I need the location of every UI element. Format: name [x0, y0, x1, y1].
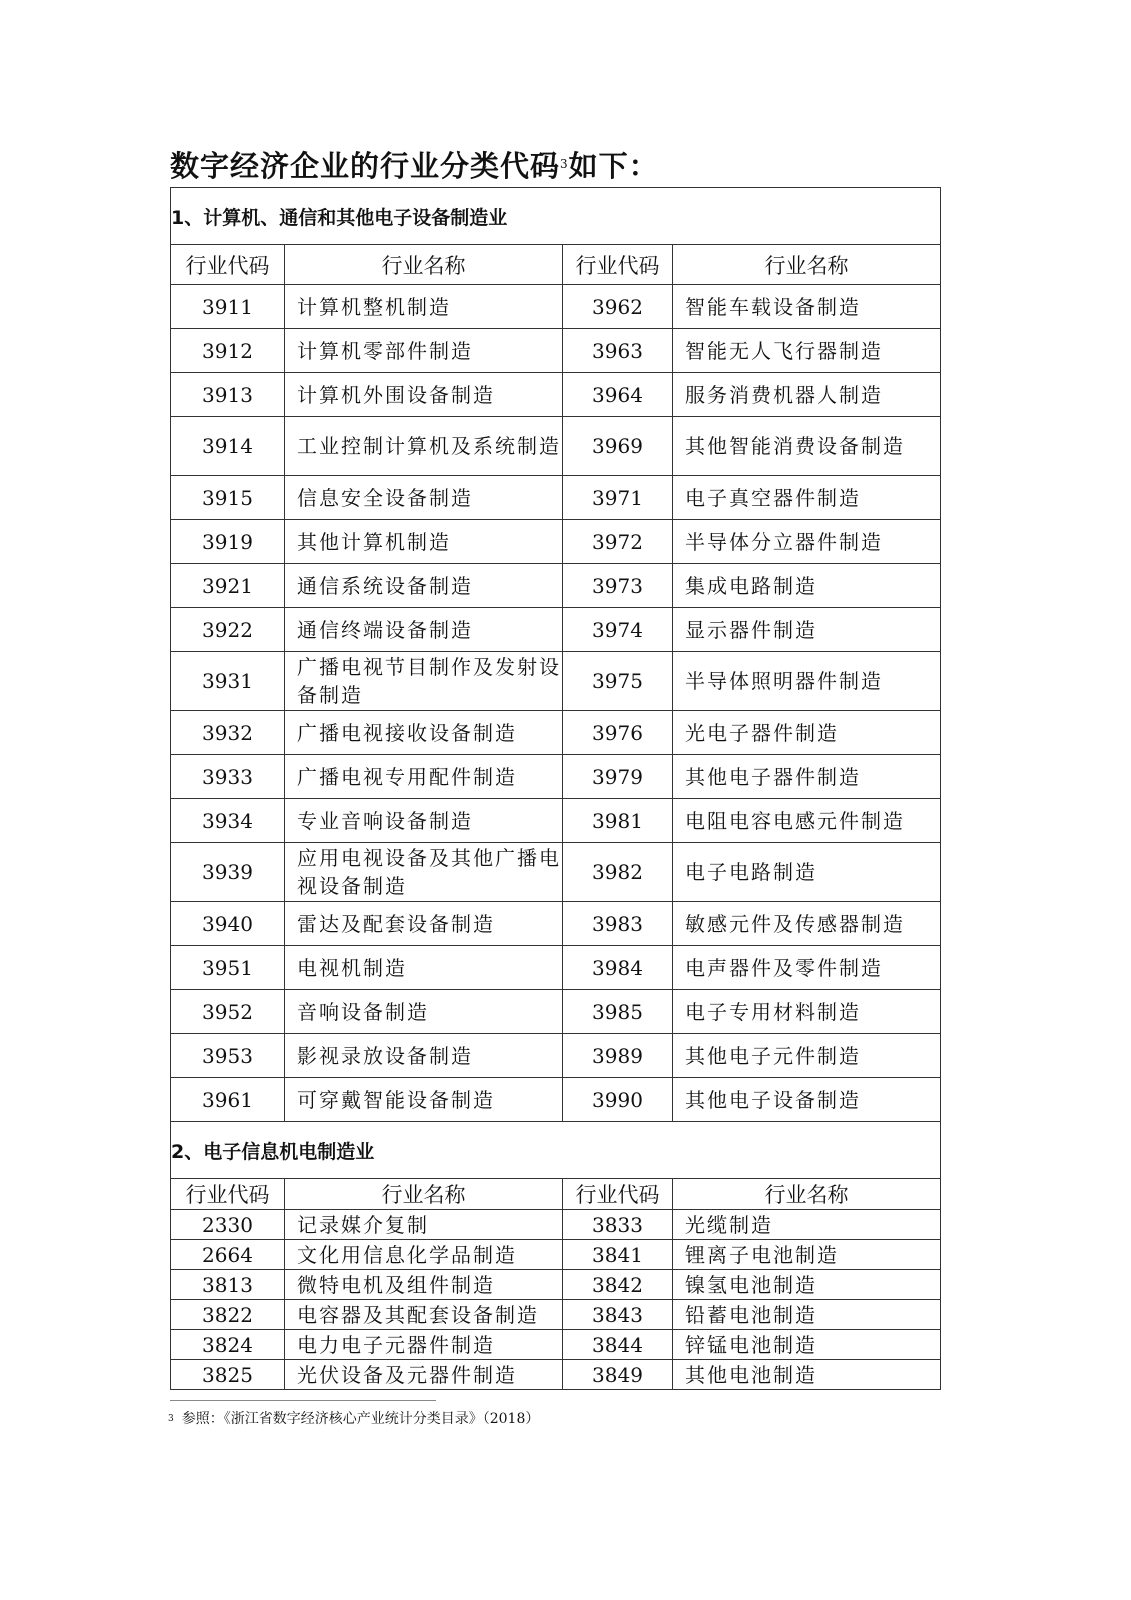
industry-code: 3974: [563, 608, 673, 652]
section-title: 1、计算机、通信和其他电子设备制造业: [171, 188, 941, 245]
industry-name: 广播电视专用配件制造: [285, 755, 563, 799]
header-code: 行业代码: [171, 1179, 285, 1210]
industry-code: 3981: [563, 799, 673, 843]
footnote-ref[interactable]: 3: [560, 157, 569, 171]
industry-name: 电声器件及零件制造: [673, 946, 941, 990]
industry-name: 专业音响设备制造: [285, 799, 563, 843]
industry-code: 3911: [171, 285, 285, 329]
industry-name: 可穿戴智能设备制造: [285, 1078, 563, 1122]
header-name: 行业名称: [673, 245, 941, 285]
industry-name: 电子专用材料制造: [673, 990, 941, 1034]
industry-code: 3953: [171, 1034, 285, 1078]
industry-code: 3971: [563, 476, 673, 520]
footnote-mark: 3: [168, 1414, 174, 1424]
section-title: 2、电子信息机电制造业: [171, 1122, 941, 1179]
industry-name: 应用电视设备及其他广播电视设备制造: [285, 843, 563, 902]
industry-name: 影视录放设备制造: [285, 1034, 563, 1078]
industry-name: 镍氢电池制造: [673, 1270, 941, 1300]
industry-name: 铅蓄电池制造: [673, 1300, 941, 1330]
table-row: [171, 711, 941, 755]
industry-code: 3963: [563, 329, 673, 373]
industry-name: 广播电视接收设备制造: [285, 711, 563, 755]
industry-name: 智能无人飞行器制造: [673, 329, 941, 373]
header-code: 行业代码: [563, 245, 673, 285]
table-row: [171, 1360, 941, 1390]
industry-code: 2330: [171, 1210, 285, 1240]
industry-name: 显示器件制造: [673, 608, 941, 652]
industry-name: 光缆制造: [673, 1210, 941, 1240]
table-row: [171, 902, 941, 946]
industry-code: 3913: [171, 373, 285, 417]
footnote-divider: [170, 1400, 436, 1401]
title-suffix: 如下：: [568, 149, 659, 183]
industry-code: 3914: [171, 417, 285, 476]
industry-code: 3964: [563, 373, 673, 417]
industry-name: 电视机制造: [285, 946, 563, 990]
table-body: [171, 188, 941, 1390]
column-header-row: [171, 1179, 941, 1210]
section-header-row: [171, 188, 941, 245]
industry-name: 雷达及配套设备制造: [285, 902, 563, 946]
industry-name: 通信终端设备制造: [285, 608, 563, 652]
industry-name: 半导体分立器件制造: [673, 520, 941, 564]
table-row: [171, 285, 941, 329]
industry-name: 敏感元件及传感器制造: [673, 902, 941, 946]
industry-code: 3813: [171, 1270, 285, 1300]
section-header-row: [171, 1122, 941, 1179]
industry-name: 微特电机及组件制造: [285, 1270, 563, 1300]
industry-code: 3934: [171, 799, 285, 843]
industry-name: 电容器及其配套设备制造: [285, 1300, 563, 1330]
industry-code: 3989: [563, 1034, 673, 1078]
industry-name: 计算机外围设备制造: [285, 373, 563, 417]
industry-code: 3931: [171, 652, 285, 711]
industry-code: 2664: [171, 1240, 285, 1270]
table-row: [171, 946, 941, 990]
table-row: [171, 1330, 941, 1360]
footnote-text: 参照：《浙江省数字经济核心产业统计分类目录》（2018）: [181, 1411, 540, 1427]
industry-code: 3844: [563, 1330, 673, 1360]
industry-code: 3922: [171, 608, 285, 652]
table-row: [171, 1034, 941, 1078]
page-title: [170, 146, 659, 186]
industry-code: 3919: [171, 520, 285, 564]
industry-code: 3976: [563, 711, 673, 755]
table-row: [171, 476, 941, 520]
industry-name: 其他电子设备制造: [673, 1078, 941, 1122]
industry-code: 3962: [563, 285, 673, 329]
industry-code: 3952: [171, 990, 285, 1034]
header-name: 行业名称: [285, 1179, 563, 1210]
table-row: [171, 520, 941, 564]
industry-name: 锌锰电池制造: [673, 1330, 941, 1360]
industry-code: 3822: [171, 1300, 285, 1330]
industry-code: 3824: [171, 1330, 285, 1360]
industry-code: 3939: [171, 843, 285, 902]
industry-code: 3921: [171, 564, 285, 608]
industry-code: 3912: [171, 329, 285, 373]
industry-code: 3972: [563, 520, 673, 564]
industry-name: 电力电子元器件制造: [285, 1330, 563, 1360]
industry-code-table: [170, 187, 941, 1390]
industry-name: 其他电子元件制造: [673, 1034, 941, 1078]
table-row: [171, 652, 941, 711]
table-row: [171, 608, 941, 652]
industry-name: 计算机整机制造: [285, 285, 563, 329]
industry-name: 其他智能消费设备制造: [673, 417, 941, 476]
industry-code: 3975: [563, 652, 673, 711]
industry-code: 3979: [563, 755, 673, 799]
table-row: [171, 755, 941, 799]
table-row: [171, 373, 941, 417]
header-name: 行业名称: [285, 245, 563, 285]
table-row: [171, 564, 941, 608]
column-header-row: [171, 245, 941, 285]
industry-code: 3841: [563, 1240, 673, 1270]
industry-code: 3983: [563, 902, 673, 946]
industry-name: 工业控制计算机及系统制造: [285, 417, 563, 476]
table-row: [171, 799, 941, 843]
industry-name: 电子电路制造: [673, 843, 941, 902]
header-code: 行业代码: [563, 1179, 673, 1210]
industry-code: 3961: [171, 1078, 285, 1122]
industry-code: 3951: [171, 946, 285, 990]
table-row: [171, 1210, 941, 1240]
table-row: [171, 1300, 941, 1330]
table-row: [171, 1240, 941, 1270]
industry-name: 电子真空器件制造: [673, 476, 941, 520]
industry-code: 3982: [563, 843, 673, 902]
industry-code: 3985: [563, 990, 673, 1034]
industry-code: 3825: [171, 1360, 285, 1390]
industry-name: 其他计算机制造: [285, 520, 563, 564]
industry-name: 音响设备制造: [285, 990, 563, 1034]
industry-name: 半导体照明器件制造: [673, 652, 941, 711]
industry-name: 其他电池制造: [673, 1360, 941, 1390]
industry-name: 广播电视节目制作及发射设备制造: [285, 652, 563, 711]
industry-name: 服务消费机器人制造: [673, 373, 941, 417]
industry-code: 3940: [171, 902, 285, 946]
table-row: [171, 1270, 941, 1300]
industry-code: 3933: [171, 755, 285, 799]
industry-code: 3842: [563, 1270, 673, 1300]
header-code: 行业代码: [171, 245, 285, 285]
industry-code: 3984: [563, 946, 673, 990]
industry-name: 集成电路制造: [673, 564, 941, 608]
title-text: 数字经济企业的行业分类代码: [170, 149, 561, 183]
industry-name: 锂离子电池制造: [673, 1240, 941, 1270]
industry-code: 3932: [171, 711, 285, 755]
industry-name: 记录媒介复制: [285, 1210, 563, 1240]
industry-name: 计算机零部件制造: [285, 329, 563, 373]
footnote: [168, 1409, 539, 1429]
industry-name: 智能车载设备制造: [673, 285, 941, 329]
industry-name: 其他电子器件制造: [673, 755, 941, 799]
industry-code: 3849: [563, 1360, 673, 1390]
industry-code: 3969: [563, 417, 673, 476]
header-name: 行业名称: [673, 1179, 941, 1210]
industry-name: 光伏设备及元器件制造: [285, 1360, 563, 1390]
industry-code: 3915: [171, 476, 285, 520]
table-row: [171, 417, 941, 476]
table-row: [171, 990, 941, 1034]
industry-name: 文化用信息化学品制造: [285, 1240, 563, 1270]
table-row: [171, 329, 941, 373]
industry-code: 3843: [563, 1300, 673, 1330]
table-row: [171, 1078, 941, 1122]
industry-name: 光电子器件制造: [673, 711, 941, 755]
industry-code: 3973: [563, 564, 673, 608]
industry-code: 3990: [563, 1078, 673, 1122]
industry-name: 电阻电容电感元件制造: [673, 799, 941, 843]
table-row: [171, 843, 941, 902]
industry-name: 信息安全设备制造: [285, 476, 563, 520]
industry-name: 通信系统设备制造: [285, 564, 563, 608]
industry-code: 3833: [563, 1210, 673, 1240]
